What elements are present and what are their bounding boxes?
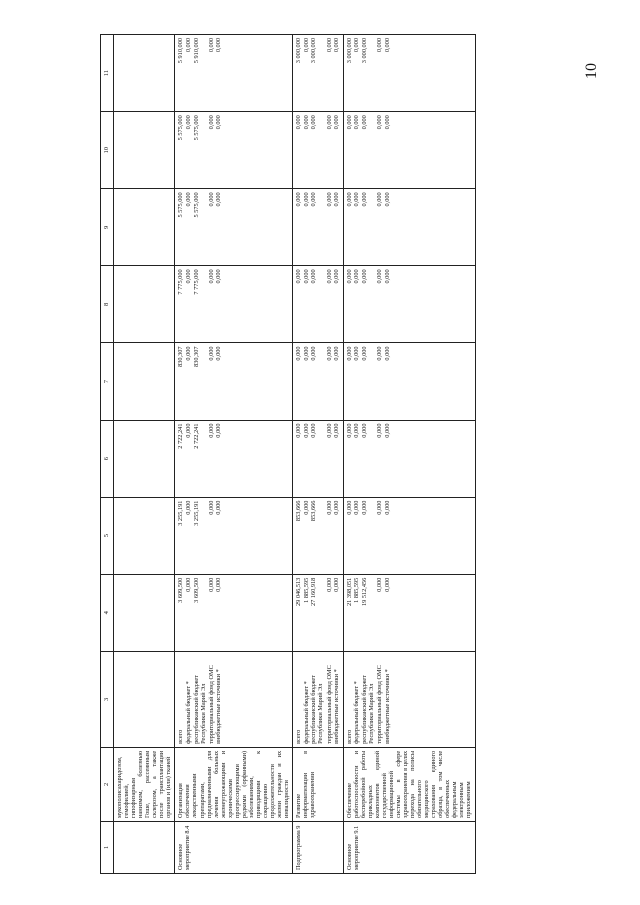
value: 0,000 <box>207 500 215 515</box>
column-header: 10 <box>101 112 114 189</box>
value: 0,000 <box>325 346 333 361</box>
funding-source: всего <box>177 729 185 744</box>
value: 0,000 <box>383 38 391 53</box>
value-cell <box>114 497 175 574</box>
value: 0,000 <box>215 192 223 207</box>
value: 0,000 <box>207 423 215 438</box>
value: 0,000 <box>333 38 341 53</box>
value: 7 775,000 <box>177 269 185 295</box>
value-cell <box>114 420 175 497</box>
value: 3 000,000 <box>295 38 303 64</box>
value: 0,000 <box>325 269 333 284</box>
value: 0,000 <box>325 38 333 53</box>
value: 0,000 <box>302 38 310 53</box>
value-cell <box>293 112 344 189</box>
value: 0,000 <box>184 423 192 438</box>
value: 0,000 <box>353 346 361 361</box>
value: 0,000 <box>345 500 353 515</box>
value: 0,000 <box>310 269 318 284</box>
value-cell <box>293 420 344 497</box>
funding-source: республиканский бюджет Республики Марий Эл <box>310 675 325 744</box>
value: 0,000 <box>376 577 384 592</box>
row-name: Развитие информатизации в здравоохранении <box>293 747 344 821</box>
value: 0,000 <box>302 423 310 438</box>
value-cell <box>343 112 475 189</box>
value: 3 255,191 <box>192 500 200 526</box>
value: 0,000 <box>360 115 368 130</box>
value: 3 000,000 <box>360 38 368 64</box>
value-cell <box>343 266 475 343</box>
value: 5 575,000 <box>177 192 185 218</box>
value-cell <box>175 420 293 497</box>
column-header: 5 <box>101 497 114 574</box>
value-cell <box>293 574 344 651</box>
value: 0,000 <box>376 500 384 515</box>
value: 0,000 <box>184 115 192 130</box>
funding-sources <box>114 651 175 747</box>
value: 0,000 <box>207 115 215 130</box>
value: 0,000 <box>310 346 318 361</box>
value: 3 609,500 <box>192 577 200 603</box>
value: 0,000 <box>383 423 391 438</box>
funding-source: федеральный бюджет * <box>353 681 361 744</box>
value: 0,000 <box>333 269 341 284</box>
row-code <box>114 821 175 873</box>
value: 0,000 <box>215 577 223 592</box>
row-name: мукополисахаридозом, гемофилией, гипофизарным нанизмом, болезнью Гоше, рассеянным склерозом, а также после трансплантации органов и (или) тканей <box>114 747 175 821</box>
value: 0,000 <box>360 269 368 284</box>
value: 0,000 <box>383 269 391 284</box>
value: 0,000 <box>302 115 310 130</box>
value-cell <box>114 189 175 266</box>
value: 0,000 <box>345 115 353 130</box>
column-header: 6 <box>101 420 114 497</box>
value: 0,000 <box>310 115 318 130</box>
value: 0,000 <box>302 346 310 361</box>
value: 0,000 <box>325 500 333 515</box>
funding-source: внебюджетные источники * <box>215 669 223 744</box>
row-code: Основное мероприятие 8.4 <box>175 821 293 873</box>
value: 0,000 <box>360 346 368 361</box>
value: 2 722,241 <box>192 423 200 449</box>
value: 0,000 <box>353 38 361 53</box>
row-name: Организация обеспечения лекарственными препаратами, предназначенными для лечения больных жизнеугрожающими и хроническими прогрессирующими редкими (орфанными) заболеваниями, приводящими к сокращению продолжительности жизни граждан и их инвалидности <box>175 747 293 821</box>
value: 0,000 <box>295 423 303 438</box>
value: 0,000 <box>215 269 223 284</box>
value: 0,000 <box>184 346 192 361</box>
funding-source: всего <box>295 729 303 744</box>
value-cell <box>114 112 175 189</box>
value-cell <box>343 420 475 497</box>
value: 3 000,000 <box>345 38 353 64</box>
funding-source: внебюджетные источники * <box>383 669 391 744</box>
column-header: 2 <box>101 747 114 821</box>
value: 0,000 <box>383 192 391 207</box>
value: 21 398,051 <box>345 577 353 607</box>
value-cell <box>114 266 175 343</box>
value: 0,000 <box>360 500 368 515</box>
value-cell <box>114 574 175 651</box>
value-cell <box>175 266 293 343</box>
funding-source: республиканский бюджет Республики Марий Эл <box>360 675 375 744</box>
value: 0,000 <box>295 346 303 361</box>
value: 3 609,500 <box>177 577 185 603</box>
value: 0,000 <box>333 115 341 130</box>
value: 853,666 <box>310 500 318 522</box>
table-body <box>114 35 476 874</box>
value: 0,000 <box>310 192 318 207</box>
value-cell <box>293 266 344 343</box>
funding-source: федеральный бюджет * <box>184 681 192 744</box>
value: 0,000 <box>325 423 333 438</box>
row-code: Подпрограмма 9 <box>293 821 344 873</box>
funding-source: республиканский бюджет Республики Марий Эл <box>192 675 207 744</box>
value-cell <box>175 35 293 112</box>
value: 5 910,000 <box>177 38 185 64</box>
value: 0,000 <box>295 192 303 207</box>
value-cell <box>293 343 344 420</box>
value: 0,000 <box>376 115 384 130</box>
value: 0,000 <box>325 192 333 207</box>
value: 0,000 <box>302 500 310 515</box>
value-cell <box>114 343 175 420</box>
value: 0,000 <box>184 38 192 53</box>
value: 0,000 <box>333 346 341 361</box>
value: 0,000 <box>302 269 310 284</box>
funding-sources <box>175 651 293 747</box>
value: 5 575,000 <box>192 115 200 141</box>
value: 5 575,000 <box>192 192 200 218</box>
column-header: 1 <box>101 821 114 873</box>
value: 0,000 <box>383 115 391 130</box>
value: 0,000 <box>383 577 391 592</box>
funding-source: территориальный фонд ОМС <box>325 665 333 744</box>
value: 0,000 <box>353 192 361 207</box>
row-name: Обеспечение работоспособности и бесперебойной работы прикладных компонентов единой государственной информационной системы в сфере здравоохранения в целях перехода на полисы обязательного медицинского страхования единого образца, в том числе обеспеченных федеральным электронным приложением <box>343 747 475 821</box>
value-cell <box>343 189 475 266</box>
column-header: 3 <box>101 651 114 747</box>
value: 0,000 <box>207 577 215 592</box>
value-cell <box>175 112 293 189</box>
value: 0,000 <box>353 115 361 130</box>
value: 0,000 <box>333 500 341 515</box>
value: 0,000 <box>215 423 223 438</box>
value: 0,000 <box>345 269 353 284</box>
value: 0,000 <box>215 346 223 361</box>
value: 0,000 <box>310 423 318 438</box>
value: 0,000 <box>184 192 192 207</box>
value: 0,000 <box>302 192 310 207</box>
value-cell <box>343 343 475 420</box>
value: 0,000 <box>383 346 391 361</box>
column-header: 11 <box>101 35 114 112</box>
value: 0,000 <box>325 577 333 592</box>
value: 27 160,918 <box>310 577 318 607</box>
value: 3 255,191 <box>177 500 185 526</box>
value: 0,000 <box>207 192 215 207</box>
value: 0,000 <box>360 423 368 438</box>
value-cell <box>343 35 475 112</box>
funding-source: территориальный фонд ОМС <box>376 665 384 744</box>
value: 853,666 <box>295 500 303 522</box>
value: 0,000 <box>184 500 192 515</box>
table-header-row <box>101 35 114 874</box>
value: 0,000 <box>345 192 353 207</box>
value: 0,000 <box>376 192 384 207</box>
value: 0,000 <box>353 423 361 438</box>
value: 0,000 <box>184 269 192 284</box>
value: 5 910,000 <box>192 38 200 64</box>
page-number: 10 <box>583 63 600 79</box>
value-cell <box>175 574 293 651</box>
value: 29 046,513 <box>295 577 303 607</box>
value: 0,000 <box>376 346 384 361</box>
value-cell <box>343 574 475 651</box>
value: 0,000 <box>333 423 341 438</box>
table-row <box>114 35 175 874</box>
value: 0,000 <box>215 115 223 130</box>
value-cell <box>175 189 293 266</box>
table-row <box>343 35 475 874</box>
value-cell <box>343 497 475 574</box>
value-cell <box>175 497 293 574</box>
value: 0,000 <box>295 115 303 130</box>
value: 0,000 <box>184 577 192 592</box>
value-cell <box>293 35 344 112</box>
funding-sources <box>293 651 344 747</box>
value: 0,000 <box>295 269 303 284</box>
value: 0,000 <box>376 38 384 53</box>
value: 0,000 <box>353 269 361 284</box>
funding-source: всего <box>345 729 353 744</box>
value-cell <box>175 343 293 420</box>
value: 0,000 <box>333 577 341 592</box>
value: 3 000,000 <box>310 38 318 64</box>
value: 7 775,000 <box>192 269 200 295</box>
funding-source: территориальный фонд ОМС <box>207 665 215 744</box>
budget-table <box>100 34 476 874</box>
funding-source: федеральный бюджет * <box>302 681 310 744</box>
column-header: 8 <box>101 266 114 343</box>
value: 830,307 <box>192 346 200 367</box>
value-cell <box>293 189 344 266</box>
value: 0,000 <box>333 192 341 207</box>
row-code: Основное мероприятие 9.1 <box>343 821 475 873</box>
value: 19 512,456 <box>360 577 368 607</box>
table-row <box>293 35 344 874</box>
value: 0,000 <box>376 269 384 284</box>
value: 0,000 <box>345 346 353 361</box>
value: 830,307 <box>177 346 185 367</box>
value: 0,000 <box>207 346 215 361</box>
value: 1 885,595 <box>353 577 361 603</box>
column-header: 9 <box>101 189 114 266</box>
value-cell <box>293 497 344 574</box>
funding-source: внебюджетные источники * <box>333 669 341 744</box>
column-header: 7 <box>101 343 114 420</box>
value: 0,000 <box>376 423 384 438</box>
value: 5 575,000 <box>177 115 185 141</box>
value: 1 885,595 <box>302 577 310 603</box>
value: 0,000 <box>345 423 353 438</box>
value: 0,000 <box>353 500 361 515</box>
value: 0,000 <box>215 500 223 515</box>
column-header: 4 <box>101 574 114 651</box>
value: 0,000 <box>325 115 333 130</box>
value: 0,000 <box>360 192 368 207</box>
table-row <box>175 35 293 874</box>
value: 0,000 <box>215 38 223 53</box>
value: 0,000 <box>383 500 391 515</box>
value: 0,000 <box>207 269 215 284</box>
funding-sources <box>343 651 475 747</box>
value: 2 722,241 <box>177 423 185 449</box>
value: 0,000 <box>207 38 215 53</box>
rotated-table-wrapper <box>100 34 552 874</box>
value-cell <box>114 35 175 112</box>
